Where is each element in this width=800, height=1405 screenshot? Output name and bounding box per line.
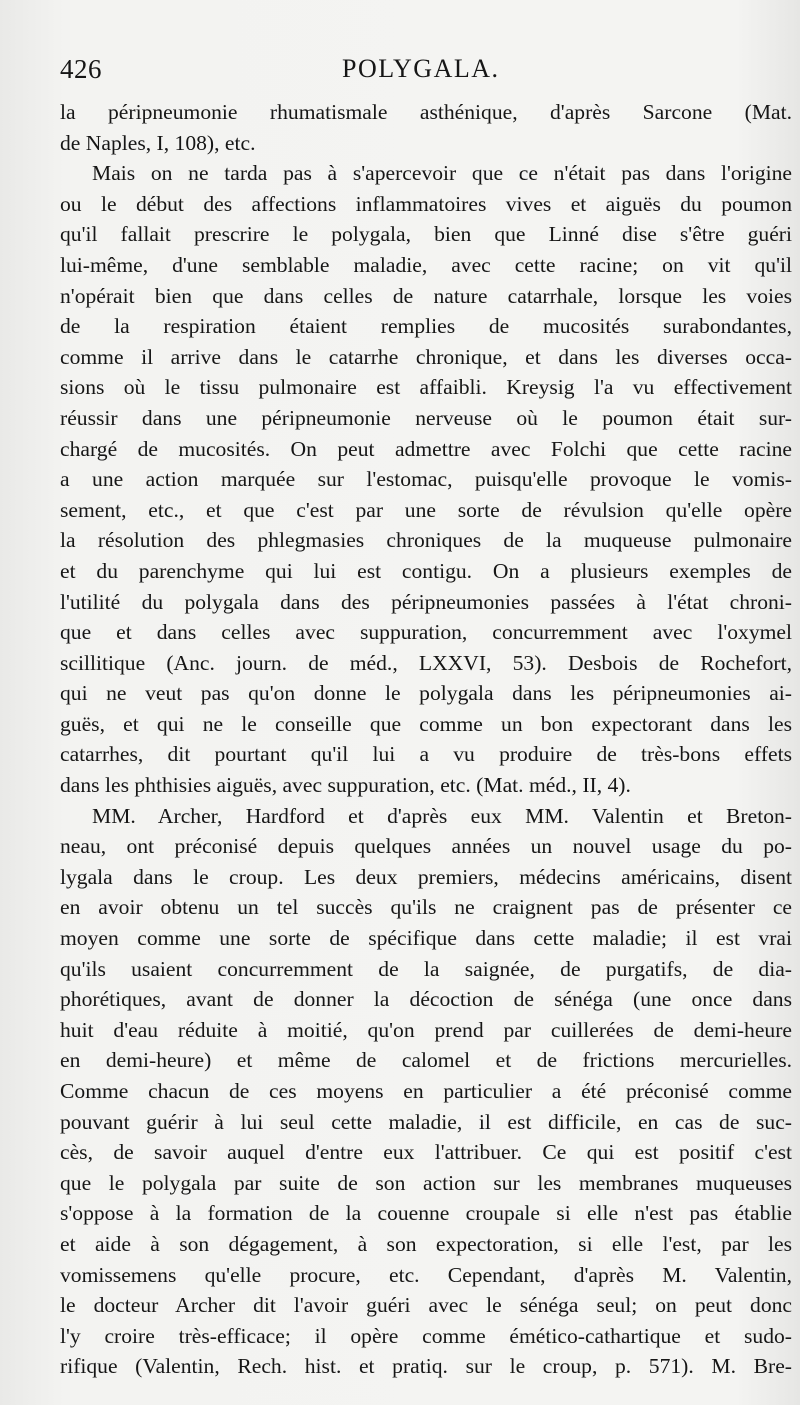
text-line: que et dans celles avec suppuration, concurremment avec l'oxymel [60,620,792,645]
text-line: ou le début des affections inflammatoires vives et aiguës du poumon [60,191,792,216]
text-line: n'opérait bien que dans celles de nature catarrhale, lorsque les voies [60,283,792,308]
text-line: et aide à son dégagement, à son expectoration, si elle l'est, par les [60,1231,792,1256]
text-line: la péripneumonie rhumatismale asthénique, d'après Sarcone (Mat. [60,100,792,124]
text-line: s'oppose à la formation de la couenne croupale si elle n'est pas établie [60,1201,792,1226]
text-line: sions où le tissu pulmonaire est affaibli. Kreysig l'a vu effectivement [60,375,792,400]
running-head [60,54,795,94]
text-line: huit d'eau réduite à moitié, qu'on prend par cuillerées de demi-heure [60,1017,792,1042]
page-number: 426 [60,54,102,84]
text-line: qu'il fallait prescrire le polygala, bien que Linné dise s'être guéri [60,222,792,247]
text-line: a une action marquée sur l'estomac, puisqu'elle provoque le vomis- [60,467,792,492]
text-line: sement, etc., et que c'est par une sorte de révulsion qu'elle opère [60,497,792,522]
text-line: dans les phthisies aiguës, avec suppuration, etc. (Mat. méd., II, 4). [60,773,631,798]
text-line: phorétiques, avant de donner la décoction de sénéga (une once dans [60,987,792,1012]
text-line: lygala dans le croup. Les deux premiers, médecins américains, disent [60,864,792,889]
text-line: de Naples, I, 108), etc. [60,130,256,155]
text-line: en demi-heure) et même de calomel et de frictions mercurielles. [60,1048,792,1073]
text-line: catarrhes, dit pourtant qu'il lui a vu produire de très-bons effets [60,742,792,767]
text-line: chargé de mucosités. On peut admettre avec Folchi que cette racine [60,436,792,461]
text-line: en avoir obtenu un tel succès qu'ils ne craignent pas de présenter ce [60,895,792,920]
text-line: comme il arrive dans le catarrhe chronique, et dans les diverses occa- [60,344,792,369]
text-line: de la respiration étaient remplies de mucosités surabondantes, [60,314,792,339]
text-line: vomissemens qu'elle procure, etc. Cependant, d'après M. Valentin, [60,1262,792,1287]
text-line: lui-même, d'une semblable maladie, avec cette racine; on vit qu'il [60,252,792,277]
text-line: MM. Archer, Hardford et d'après eux MM. Valentin et Breton- [92,803,792,828]
text-line: et du parenchyme qui lui est contigu. On a plusieurs exemples de [60,558,792,583]
text-line: cès, de savoir auquel d'entre eux l'attribuer. Ce qui est positif c'est [60,1140,792,1165]
text-line: l'utilité du polygala dans des péripneumonies passées à l'état chroni- [60,589,792,614]
text-line: guës, et qui ne le conseille que comme un bon expectorant dans les [60,711,792,736]
page-title: POLYGALA. [342,54,500,83]
text-line: qu'ils usaient concurremment de la saignée, de purgatifs, de dia- [60,956,792,981]
text-line: l'y croire très-efficace; il opère comme émético-cathartique et sudo- [60,1323,792,1348]
text-line: moyen comme une sorte de spécifique dans cette maladie; il est vrai [60,926,792,951]
text-line: neau, ont préconisé depuis quelques années un nouvel usage du po- [60,834,792,859]
text-line: Mais on ne tarda pas à s'apercevoir que ce n'était pas dans l'origine [92,161,792,186]
text-line: rifique (Valentin, Rech. hist. et pratiq. sur le croup, p. 571). M. Bre- [60,1354,792,1379]
text-line: pouvant guérir à lui seul cette maladie, il est difficile, en cas de suc- [60,1109,792,1134]
text-line: que le polygala par suite de son action sur les membranes muqueuses [60,1170,792,1195]
text-line: réussir dans une péripneumonie nerveuse où le poumon était sur- [60,405,792,430]
text-line: Comme chacun de ces moyens en particulier a été préconisé comme [60,1079,792,1103]
text-line: la résolution des phlegmasies chroniques de la muqueuse pulmonaire [60,528,792,553]
body-text [60,97,792,1382]
text-line: le docteur Archer dit l'avoir guéri avec le sénéga seul; on peut donc [60,1293,792,1318]
text-line: qui ne veut pas qu'on donne le polygala dans les péripneumonies ai- [60,681,792,706]
text-line: scillitique (Anc. journ. de méd., LXXVI, 53). Desbois de Rochefort, [60,650,792,675]
